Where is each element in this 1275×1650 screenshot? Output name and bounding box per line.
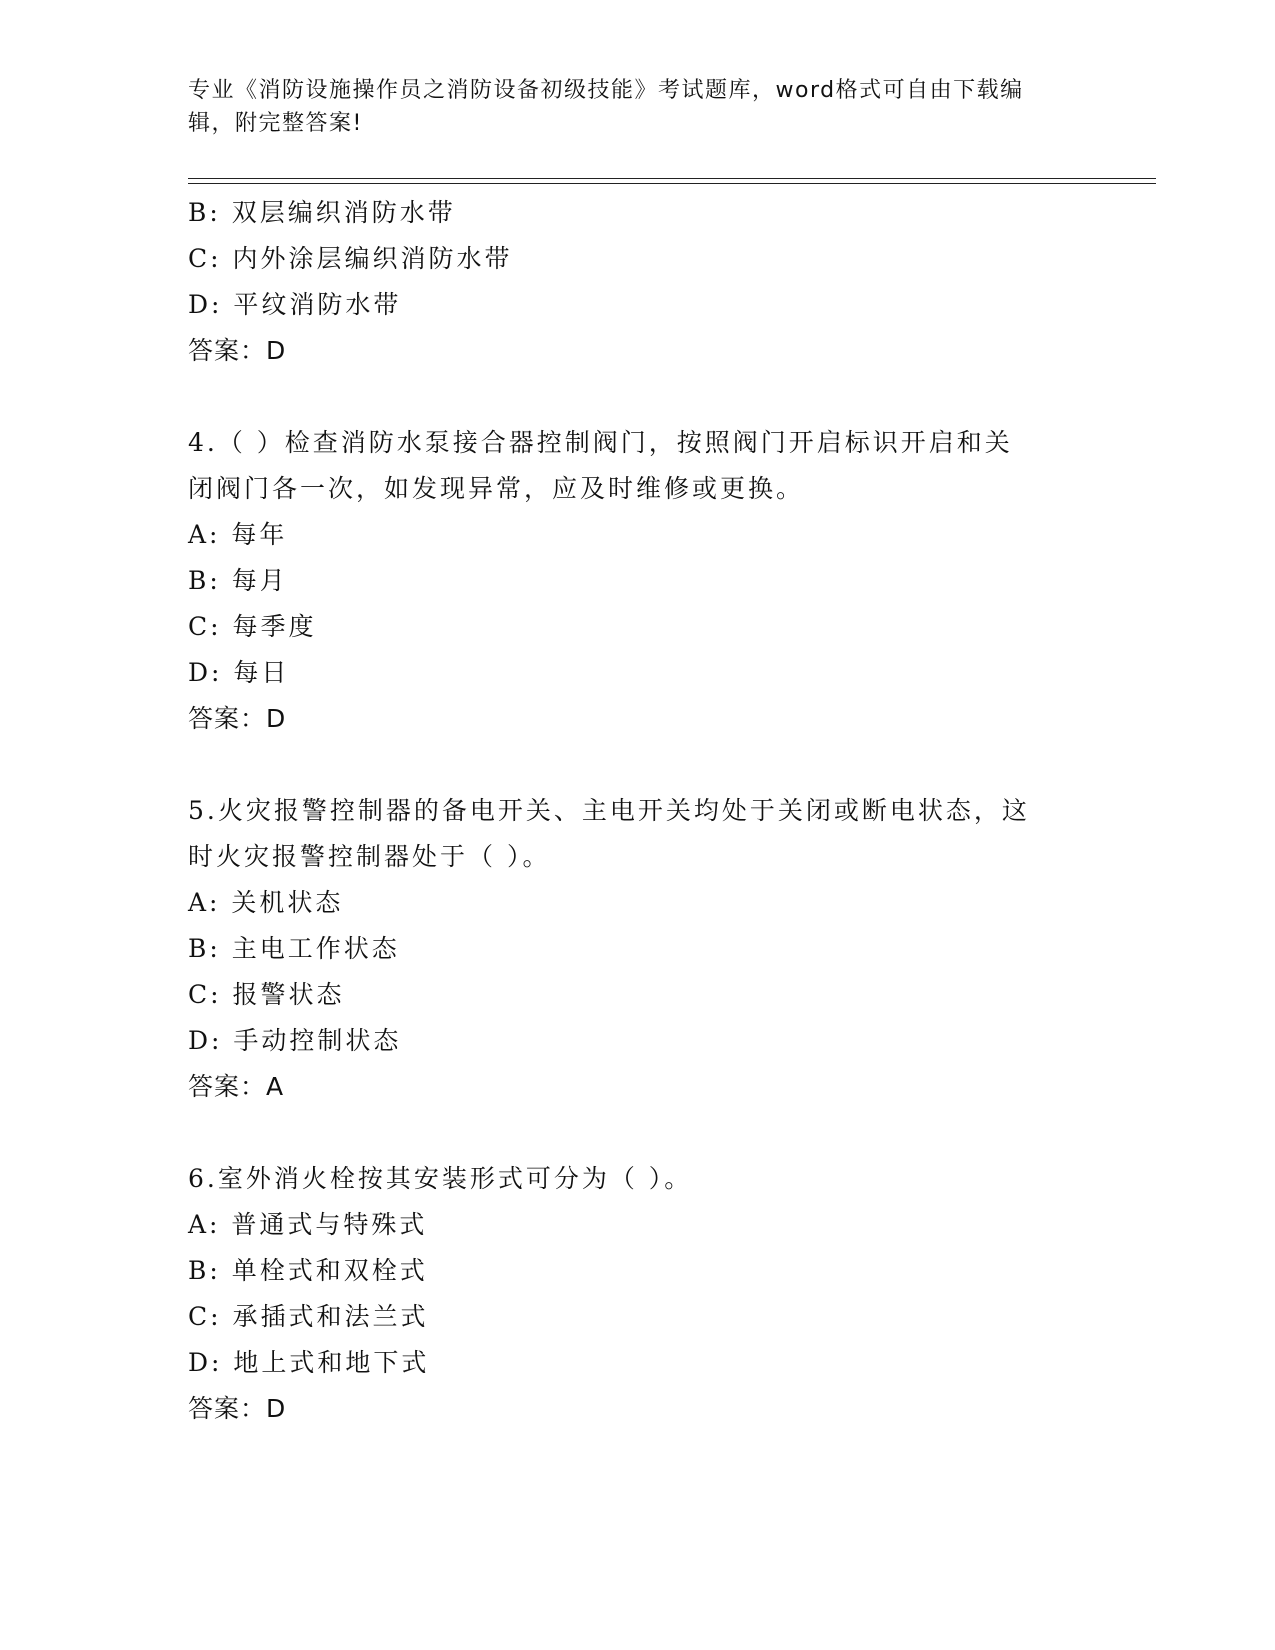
question-stem-line: 6.室外消火栓按其安装形式可分为（ ）。: [188, 1164, 693, 1193]
option-a: A: 关机状态: [188, 888, 344, 917]
option-b: B: 每月: [188, 566, 288, 595]
question-stem-line: 时火灾报警控制器处于（ ）。: [188, 842, 551, 871]
option-d: D: 每日: [188, 658, 290, 687]
question-stem-line: 4.（ ）检查消防水泵接合器控制阀门，按照阀门开启标识开启和关: [188, 428, 1013, 457]
question-4: [188, 420, 1088, 742]
option-b: B: 主电工作状态: [188, 934, 400, 963]
header-divider-top: [188, 178, 1156, 179]
answer-line: 答案：A: [188, 1072, 285, 1101]
question-stem-line: 闭阀门各一次，如发现异常，应及时维修或更换。: [188, 474, 805, 503]
question-3-continued: [188, 190, 1088, 374]
option-d: D: 地上式和地下式: [188, 1348, 430, 1377]
option-c: C: 每季度: [188, 612, 317, 641]
spacer: [188, 1110, 1088, 1156]
question-list: [188, 190, 1088, 1432]
question-6: [188, 1156, 1088, 1432]
spacer: [188, 374, 1088, 420]
header-line-2: 辑，附完整答案!: [188, 111, 363, 136]
header-divider-bottom: [188, 183, 1156, 184]
option-d: D: 手动控制状态: [188, 1026, 402, 1055]
option-c: C: 报警状态: [188, 980, 345, 1009]
option-d: D: 平纹消防水带: [188, 290, 402, 319]
option-b: B: 单栓式和双栓式: [188, 1256, 428, 1285]
question-5: [188, 788, 1088, 1110]
question-stem-line: 5.火灾报警控制器的备电开关、主电开关均处于关闭或断电状态，这: [188, 796, 1030, 825]
answer-line: 答案：D: [188, 704, 287, 733]
header-line-1: 专业《消防设施操作员之消防设备初级技能》考试题库，word格式可自由下载编: [188, 78, 1024, 103]
spacer: [188, 742, 1088, 788]
option-c: C: 内外涂层编织消防水带: [188, 244, 513, 273]
option-c: C: 承插式和法兰式: [188, 1302, 429, 1331]
answer-line: 答案：D: [188, 336, 287, 365]
answer-line: 答案：D: [188, 1394, 287, 1423]
option-b: B: 双层编织消防水带: [188, 198, 456, 227]
option-a: A: 普通式与特殊式: [188, 1210, 428, 1239]
option-a: A: 每年: [188, 520, 288, 549]
document-header: [188, 74, 1068, 140]
